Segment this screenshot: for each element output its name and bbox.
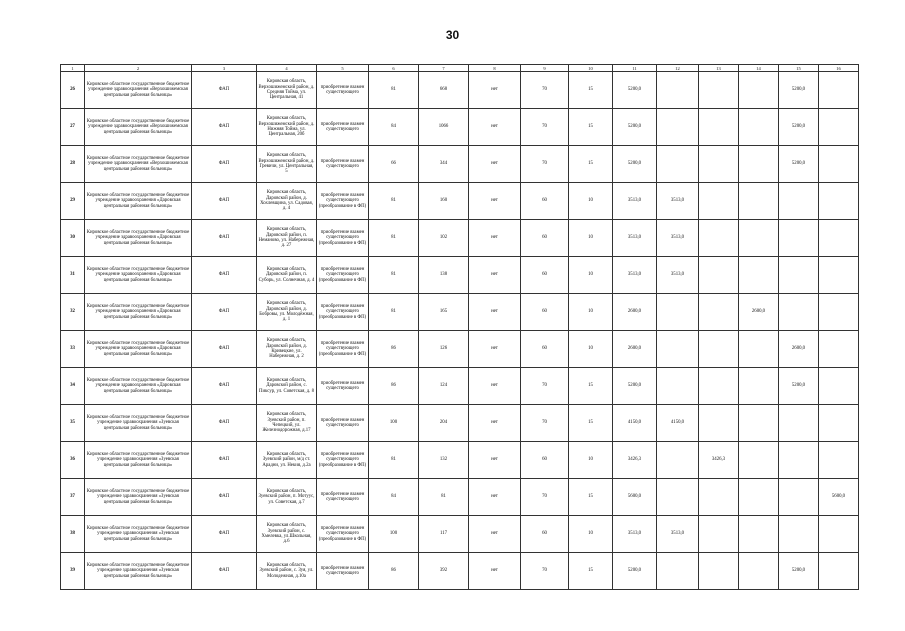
column-number: 1 [61, 65, 85, 72]
action-cell: приобретение взамен существующего (преобразование в ФП) [317, 220, 369, 257]
row-number-cell: 34 [61, 368, 85, 405]
column-11-cell: 3513,0 [613, 257, 657, 294]
address-cell: Кировская область, Верхошижемский район, д. Гревичи, ул. Центральная, 5 [257, 146, 317, 183]
column-number: 8 [469, 65, 521, 72]
column-15-cell: 5200,0 [779, 109, 819, 146]
table-row [61, 405, 859, 442]
column-number: 2 [85, 65, 192, 72]
table-row [61, 442, 859, 479]
column-7-cell: 160 [419, 183, 469, 220]
column-14-cell: 2600,0 [739, 294, 779, 331]
column-14-cell [739, 146, 779, 183]
facility-type-cell: ФАП [192, 331, 257, 368]
column-13-cell [699, 257, 739, 294]
organization-cell: Кировское областное государственное бюджетное учреждение здравоохранения «Зуевская центральная районная больница» [85, 516, 192, 553]
column-6-cell: 81 [369, 220, 419, 257]
row-number-cell: 33 [61, 331, 85, 368]
column-12-cell: 4150,0 [657, 405, 699, 442]
address-cell: Кировская область, Даровской район, с. Пиксур, ул. Советская, д. 8 [257, 368, 317, 405]
column-10-cell: 10 [569, 331, 613, 368]
action-cell: приобретение взамен существующего (преобразование в ФП) [317, 294, 369, 331]
column-9-cell: 70 [521, 109, 569, 146]
column-6-cell: 100 [369, 405, 419, 442]
column-13-cell [699, 220, 739, 257]
column-12-cell: 3513,0 [657, 183, 699, 220]
column-13-cell [699, 183, 739, 220]
column-7-cell: 1066 [419, 109, 469, 146]
row-number-cell: 30 [61, 220, 85, 257]
registry-table [60, 64, 859, 590]
address-cell: Кировская область, Даровской район, д. Кривецкие, ул. Набережная, д. 2 [257, 331, 317, 368]
facility-type-cell: ФАП [192, 442, 257, 479]
column-7-cell: 102 [419, 220, 469, 257]
column-8-cell: нет [469, 331, 521, 368]
column-14-cell [739, 516, 779, 553]
column-14-cell [739, 405, 779, 442]
table-row [61, 553, 859, 590]
column-16-cell [819, 257, 859, 294]
organization-cell: Кировское областное государственное бюджетное учреждение здравоохранения «Даровская центральная районная больница» [85, 183, 192, 220]
organization-cell: Кировское областное государственное бюджетное учреждение здравоохранения «Верхошижемская центральная районная больница» [85, 72, 192, 109]
organization-cell: Кировское областное государственное бюджетное учреждение здравоохранения «Верхошижемская центральная районная больница» [85, 146, 192, 183]
action-cell: приобретение взамен существующего [317, 405, 369, 442]
column-8-cell: нет [469, 553, 521, 590]
column-7-cell: 124 [419, 368, 469, 405]
column-15-cell [779, 516, 819, 553]
row-number-cell: 28 [61, 146, 85, 183]
column-number: 10 [569, 65, 613, 72]
column-9-cell: 70 [521, 72, 569, 109]
column-8-cell: нет [469, 516, 521, 553]
column-9-cell: 70 [521, 405, 569, 442]
column-14-cell [739, 109, 779, 146]
column-9-cell: 60 [521, 331, 569, 368]
column-12-cell [657, 294, 699, 331]
column-13-cell [699, 479, 739, 516]
registry-sheet [60, 64, 858, 590]
column-6-cell: 81 [369, 442, 419, 479]
column-13-cell [699, 72, 739, 109]
facility-type-cell: ФАП [192, 553, 257, 590]
table-row [61, 516, 859, 553]
column-9-cell: 70 [521, 368, 569, 405]
column-14-cell [739, 442, 779, 479]
action-cell: приобретение взамен существующего (преобразование в ФП) [317, 183, 369, 220]
column-number-row [61, 65, 859, 72]
column-13-cell [699, 368, 739, 405]
column-7-cell: 126 [419, 331, 469, 368]
column-number: 9 [521, 65, 569, 72]
column-6-cell: 86 [369, 553, 419, 590]
column-16-cell [819, 331, 859, 368]
column-9-cell: 60 [521, 294, 569, 331]
column-9-cell: 60 [521, 257, 569, 294]
table-row [61, 294, 859, 331]
column-8-cell: нет [469, 368, 521, 405]
row-number-cell: 35 [61, 405, 85, 442]
column-12-cell [657, 553, 699, 590]
facility-type-cell: ФАП [192, 257, 257, 294]
address-cell: Кировская область, Даровской район, п. Суборь, ул. Солнечная, д. 4 [257, 257, 317, 294]
facility-type-cell: ФАП [192, 146, 257, 183]
column-number: 15 [779, 65, 819, 72]
column-15-cell: 2600,0 [779, 331, 819, 368]
action-cell: приобретение взамен существующего [317, 72, 369, 109]
column-15-cell [779, 405, 819, 442]
column-10-cell: 10 [569, 257, 613, 294]
column-9-cell: 70 [521, 553, 569, 590]
column-number: 16 [819, 65, 859, 72]
column-6-cell: 86 [369, 368, 419, 405]
column-8-cell: нет [469, 220, 521, 257]
column-11-cell: 5200,0 [613, 368, 657, 405]
table-row [61, 257, 859, 294]
column-15-cell [779, 479, 819, 516]
column-6-cell: 86 [369, 331, 419, 368]
column-8-cell: нет [469, 109, 521, 146]
column-8-cell: нет [469, 72, 521, 109]
column-16-cell [819, 146, 859, 183]
action-cell: приобретение взамен существующего (преобразование в ФП) [317, 331, 369, 368]
organization-cell: Кировское областное государственное бюджетное учреждение здравоохранения «Верхошижемская центральная районная больница» [85, 109, 192, 146]
column-10-cell: 15 [569, 368, 613, 405]
column-8-cell: нет [469, 479, 521, 516]
column-16-cell [819, 109, 859, 146]
organization-cell: Кировское областное государственное бюджетное учреждение здравоохранения «Даровская центральная районная больница» [85, 294, 192, 331]
column-10-cell: 15 [569, 553, 613, 590]
column-10-cell: 15 [569, 72, 613, 109]
column-16-cell [819, 183, 859, 220]
column-11-cell: 3513,0 [613, 220, 657, 257]
action-cell: приобретение взамен существующего (преобразование в ФП) [317, 442, 369, 479]
column-6-cell: 81 [369, 257, 419, 294]
row-number-cell: 37 [61, 479, 85, 516]
column-16-cell: 5600,0 [819, 479, 859, 516]
column-13-cell [699, 146, 739, 183]
column-6-cell: 81 [369, 183, 419, 220]
column-12-cell: 3513,0 [657, 516, 699, 553]
action-cell: приобретение взамен существующего [317, 146, 369, 183]
organization-cell: Кировское областное государственное бюджетное учреждение здравоохранения «Даровская центральная районная больница» [85, 331, 192, 368]
facility-type-cell: ФАП [192, 109, 257, 146]
organization-cell: Кировское областное государственное бюджетное учреждение здравоохранения «Зуевская центральная районная больница» [85, 442, 192, 479]
column-7-cell: 344 [419, 146, 469, 183]
column-number: 3 [192, 65, 257, 72]
address-cell: Кировская область, Даровской район, д. Хохлевщина, ул. Садовая, д. 4 [257, 183, 317, 220]
action-cell: приобретение взамен существующего [317, 368, 369, 405]
column-10-cell: 15 [569, 146, 613, 183]
column-8-cell: нет [469, 294, 521, 331]
column-9-cell: 60 [521, 183, 569, 220]
column-8-cell: нет [469, 257, 521, 294]
column-12-cell [657, 72, 699, 109]
organization-cell: Кировское областное государственное бюджетное учреждение здравоохранения «Зуевская центральная районная больница» [85, 405, 192, 442]
column-7-cell: 392 [419, 553, 469, 590]
column-11-cell: 5200,0 [613, 146, 657, 183]
row-number-cell: 29 [61, 183, 85, 220]
column-11-cell: 3426,3 [613, 442, 657, 479]
column-number: 12 [657, 65, 699, 72]
column-13-cell [699, 331, 739, 368]
address-cell: Кировская область, Даровской район, п. Неманово, ул. Набережная, д. 27 [257, 220, 317, 257]
column-10-cell: 15 [569, 109, 613, 146]
table-row [61, 109, 859, 146]
column-12-cell [657, 109, 699, 146]
column-12-cell: 3513,0 [657, 220, 699, 257]
column-10-cell: 10 [569, 294, 613, 331]
column-10-cell: 10 [569, 516, 613, 553]
column-number: 4 [257, 65, 317, 72]
column-6-cell: 81 [369, 72, 419, 109]
column-9-cell: 60 [521, 220, 569, 257]
column-16-cell [819, 442, 859, 479]
column-6-cell: 84 [369, 479, 419, 516]
column-number: 11 [613, 65, 657, 72]
facility-type-cell: ФАП [192, 368, 257, 405]
column-15-cell: 5200,0 [779, 553, 819, 590]
column-12-cell: 3513,0 [657, 257, 699, 294]
column-7-cell: 165 [419, 294, 469, 331]
facility-type-cell: ФАП [192, 220, 257, 257]
column-9-cell: 60 [521, 442, 569, 479]
column-16-cell [819, 72, 859, 109]
page-number: 30 [445, 28, 460, 42]
column-11-cell: 4150,0 [613, 405, 657, 442]
column-10-cell: 15 [569, 405, 613, 442]
column-15-cell [779, 294, 819, 331]
facility-type-cell: ФАП [192, 516, 257, 553]
table-row [61, 146, 859, 183]
column-8-cell: нет [469, 442, 521, 479]
column-16-cell [819, 294, 859, 331]
action-cell: приобретение взамен существующего (преобразование в ФП) [317, 257, 369, 294]
column-10-cell: 10 [569, 183, 613, 220]
column-15-cell [779, 442, 819, 479]
column-11-cell: 5200,0 [613, 109, 657, 146]
column-12-cell [657, 146, 699, 183]
address-cell: Кировская область, Зуевский район, с. Зуя, ул. Молодежная, д.10а [257, 553, 317, 590]
organization-cell: Кировское областное государственное бюджетное учреждение здравоохранения «Зуевская центральная районная больница» [85, 479, 192, 516]
column-8-cell: нет [469, 405, 521, 442]
table-body [61, 72, 859, 590]
column-16-cell [819, 220, 859, 257]
row-number-cell: 32 [61, 294, 85, 331]
table-row [61, 479, 859, 516]
row-number-cell: 26 [61, 72, 85, 109]
column-14-cell [739, 220, 779, 257]
column-12-cell [657, 331, 699, 368]
action-cell: приобретение взамен существующего (преобразование в ФП) [317, 516, 369, 553]
column-6-cell: 66 [369, 146, 419, 183]
action-cell: приобретение взамен существующего [317, 479, 369, 516]
column-7-cell: 668 [419, 72, 469, 109]
column-15-cell: 5200,0 [779, 368, 819, 405]
column-15-cell: 5200,0 [779, 146, 819, 183]
column-16-cell [819, 553, 859, 590]
column-11-cell: 3513,0 [613, 183, 657, 220]
column-16-cell [819, 405, 859, 442]
column-14-cell [739, 368, 779, 405]
column-12-cell [657, 479, 699, 516]
column-16-cell [819, 368, 859, 405]
column-11-cell: 5600,0 [613, 479, 657, 516]
column-number: 14 [739, 65, 779, 72]
column-7-cell: 132 [419, 442, 469, 479]
column-11-cell: 5200,0 [613, 553, 657, 590]
column-7-cell: 117 [419, 516, 469, 553]
address-cell: Кировская область, Зуевский район, м/д ст. Арадни, ул. Некия, д.2а [257, 442, 317, 479]
column-10-cell: 15 [569, 479, 613, 516]
column-7-cell: 138 [419, 257, 469, 294]
row-number-cell: 31 [61, 257, 85, 294]
column-13-cell [699, 405, 739, 442]
column-number: 13 [699, 65, 739, 72]
row-number-cell: 39 [61, 553, 85, 590]
address-cell: Кировская область, Зуевский район, п. Мотуус, ул. Советская, д.7 [257, 479, 317, 516]
address-cell: Кировская область, Зуевский район, с. Хмелевка, ул.Школьная, д.6 [257, 516, 317, 553]
table-row [61, 183, 859, 220]
column-16-cell [819, 516, 859, 553]
column-8-cell: нет [469, 146, 521, 183]
column-14-cell [739, 553, 779, 590]
column-11-cell: 5200,0 [613, 72, 657, 109]
column-number: 6 [369, 65, 419, 72]
column-15-cell: 5200,0 [779, 72, 819, 109]
address-cell: Кировская область, Даровской район, д. Бобровы, ул. Молодёжная, д. 1 [257, 294, 317, 331]
organization-cell: Кировское областное государственное бюджетное учреждение здравоохранения «Даровская центральная районная больница» [85, 257, 192, 294]
address-cell: Кировская область, Верхошижемский район, д. Средняя Тойма, ул. Центральная, 41 [257, 72, 317, 109]
row-number-cell: 38 [61, 516, 85, 553]
column-12-cell [657, 368, 699, 405]
table-row [61, 368, 859, 405]
column-14-cell [739, 257, 779, 294]
column-11-cell: 2600,0 [613, 331, 657, 368]
facility-type-cell: ФАП [192, 183, 257, 220]
organization-cell: Кировское областное государственное бюджетное учреждение здравоохранения «Даровская центральная районная больница» [85, 220, 192, 257]
organization-cell: Кировское областное государственное бюджетное учреждение здравоохранения «Даровская центральная районная больница» [85, 368, 192, 405]
facility-type-cell: ФАП [192, 294, 257, 331]
address-cell: Кировская область, Зуевский район, п. Чепецкий, ул. Железнодорожная, д.17 [257, 405, 317, 442]
row-number-cell: 27 [61, 109, 85, 146]
column-9-cell: 70 [521, 479, 569, 516]
row-number-cell: 36 [61, 442, 85, 479]
column-15-cell [779, 220, 819, 257]
column-14-cell [739, 72, 779, 109]
column-10-cell: 10 [569, 442, 613, 479]
column-14-cell [739, 183, 779, 220]
column-13-cell: 3426,3 [699, 442, 739, 479]
column-11-cell: 3513,0 [613, 516, 657, 553]
column-number: 7 [419, 65, 469, 72]
action-cell: приобретение взамен существующего [317, 109, 369, 146]
table-row [61, 72, 859, 109]
column-6-cell: 84 [369, 109, 419, 146]
column-14-cell [739, 331, 779, 368]
column-14-cell [739, 479, 779, 516]
column-11-cell: 2600,0 [613, 294, 657, 331]
column-12-cell [657, 442, 699, 479]
address-cell: Кировская область, Верхошижемский район, д. Нижняя Тойма, ул. Центральная, 20б [257, 109, 317, 146]
column-13-cell [699, 109, 739, 146]
column-7-cell: 204 [419, 405, 469, 442]
facility-type-cell: ФАП [192, 72, 257, 109]
table-row [61, 220, 859, 257]
column-6-cell: 100 [369, 516, 419, 553]
column-13-cell [699, 553, 739, 590]
facility-type-cell: ФАП [192, 405, 257, 442]
column-15-cell [779, 183, 819, 220]
organization-cell: Кировское областное государственное бюджетное учреждение здравоохранения «Зуевская центральная районная больница» [85, 553, 192, 590]
facility-type-cell: ФАП [192, 479, 257, 516]
column-15-cell [779, 257, 819, 294]
column-number: 5 [317, 65, 369, 72]
table-row [61, 331, 859, 368]
column-10-cell: 10 [569, 220, 613, 257]
action-cell: приобретение взамен существующего [317, 553, 369, 590]
column-13-cell [699, 294, 739, 331]
column-6-cell: 81 [369, 294, 419, 331]
column-7-cell: 81 [419, 479, 469, 516]
column-9-cell: 60 [521, 516, 569, 553]
column-9-cell: 70 [521, 146, 569, 183]
column-13-cell [699, 516, 739, 553]
column-8-cell: нет [469, 183, 521, 220]
